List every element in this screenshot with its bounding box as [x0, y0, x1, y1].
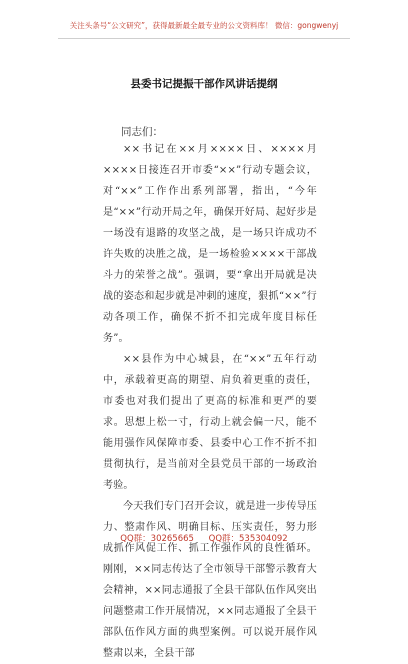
footer-qq-group-2: QQ群：535304092: [208, 534, 288, 544]
header-divider: [58, 38, 350, 39]
page-footer: [0, 532, 408, 544]
greeting: 同志们：: [121, 126, 163, 138]
document-body: [103, 139, 317, 664]
page-header-banner: 关注头条号“公文研究”，获得最新最全最专业的公文资料库！ 微信：gongwenyj: [69, 21, 339, 30]
footer-qq-group-1: QQ群：30265665: [120, 534, 194, 544]
document-title: 县委书记提振干部作风讲话提纲: [130, 78, 278, 90]
paragraph-2: ××县作为中心城县，在“××”五年行动中，承载着更高的期望、肩负着更重的责任，市委也对我们提出了更高的标准和更严的要求。思想上松一寸，行动上就会偏一尺，能不能用强作风保障市委、县委中心工作不折不扣贯彻执行，是当前对全县党员干部的一场政治考验。: [103, 354, 317, 491]
paragraph-1: ××书记在××月××××日、××××月××××日接连召开市委“××”行动专题会议，对“××”工作作出系列部署，指出，“今年是“××”行动开局之年，确保开好局、起好步是一场没有退路的攻坚之战，是一场只许成功不许失败的决胜之战，是一场检验××××干部战斗力的荣誉之战”。强调，要“拿出开局就是决战的姿态和起步就是冲刺的速度，狠抓“××”行动各项工作，确保不折不扣完成年度目标任务”。: [103, 144, 317, 344]
paragraph-3: 今天我们专门召开会议，就是进一步传导压力、整肃作风、明确目标、压实责任，努力形成抓作风促工作、抓工作强作风的良性循环。刚刚，××同志传达了全市领导干部警示教育大会精神，××同志通报了全县干部队伍作风突出问题整肃工作开展情况，××同志通报了全县干部队伍作风方面的典型案例。可以说开展作风整肃以来，全县干部: [103, 501, 317, 659]
